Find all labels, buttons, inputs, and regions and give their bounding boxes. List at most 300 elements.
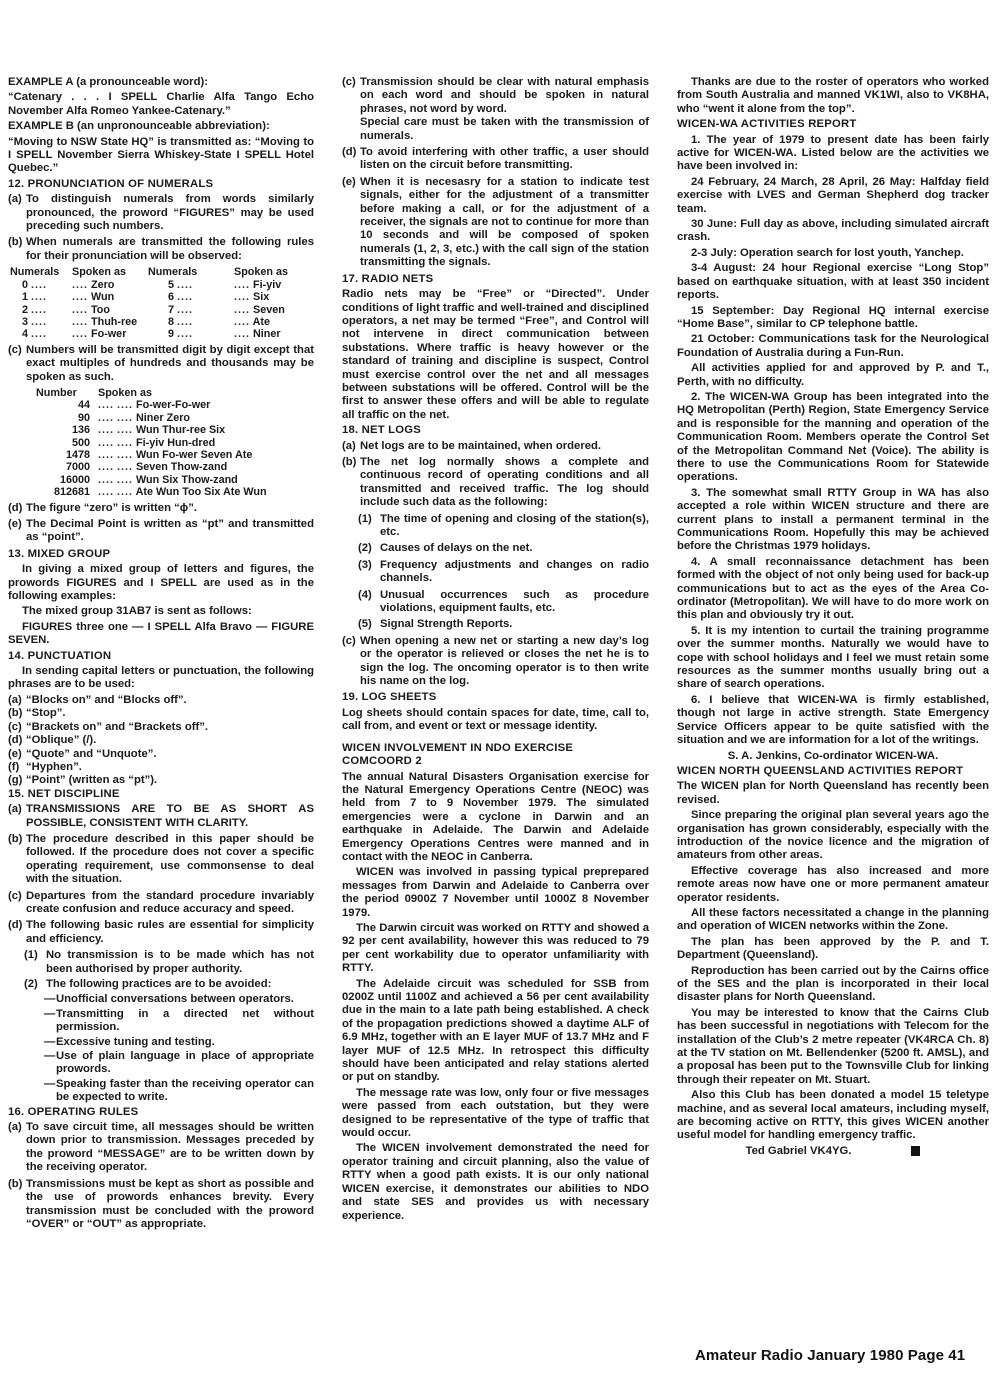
list-item <box>8 721 314 734</box>
item-text: “Quote” and “Unquote”. <box>26 747 157 760</box>
paragraph: In giving a mixed group of letters and figures, the prowords FIGURES and I SPELL are used as in the following examples: <box>8 563 314 603</box>
list-item <box>8 774 314 787</box>
item-marker: (d) <box>342 146 357 159</box>
table-row <box>8 279 290 291</box>
dash-item <box>44 1008 314 1035</box>
sub-item <box>358 618 649 631</box>
item-text: When opening a new net or starting a new day’s log or the operator is relieved or closes the net he is to sign the log. The oncoming operator is to then write his name on the log. <box>360 634 649 688</box>
spoken-cell <box>232 316 290 328</box>
item-marker: (4) <box>358 588 372 601</box>
dash-item <box>44 1078 314 1105</box>
item-text: Frequency adjustments and changes on radio channels. <box>380 558 649 585</box>
spoken-text: Seven <box>253 303 285 316</box>
numeral-text: 7 <box>168 303 175 316</box>
leader-dots: .... <box>234 303 250 316</box>
item-text: “Hyphen”. <box>26 760 82 773</box>
leader-dots: .... <box>117 399 133 412</box>
item-marker: (a) <box>8 193 22 206</box>
number-cell <box>34 437 96 449</box>
item-text: When numerals are transmitted the following rules for their pronunciation will be observed: <box>26 236 314 262</box>
spoken-cell <box>96 424 269 436</box>
leader-dots: .... <box>31 278 48 291</box>
item-text: Departures from the standard procedure invariably create confusion and reduce accuracy and speed. <box>26 889 314 915</box>
item-text: To save circuit time, all messages should be written down prior to transmission. Messages preceded by the proword “MESSAGE” are to be written down by the receiving operator. <box>26 1121 314 1174</box>
dash-marker: — <box>44 1077 56 1090</box>
number-cell <box>34 412 96 424</box>
numerals-table-body <box>8 279 290 341</box>
column-right <box>677 76 989 1160</box>
spoken-cell <box>232 328 290 340</box>
item-text: The following basic rules are essential for simplicity and efficiency. <box>26 919 314 945</box>
item-marker: (f) <box>8 760 20 773</box>
paragraph: Reproduction has been carried out by the Cairns office of the SES and the plan is incorporated in their local disaster plans for North Queensland. <box>677 964 989 1004</box>
spoken-text: Fi-yiv Hun-dred <box>136 436 216 449</box>
paragraph: The plan has been approved by the P. and T. Department (Queensland). <box>677 935 989 962</box>
signature-gabriel <box>677 1145 989 1158</box>
numeral-cell <box>146 279 232 291</box>
table-row <box>8 328 290 340</box>
item-text: Numbers will be transmitted digit by digit except that exact multiples of hundreds and thousands may be spoken as such. <box>26 343 314 383</box>
spoken-cell <box>96 437 269 449</box>
leader-dots: .... <box>117 473 133 486</box>
item-text: The figure “zero” is written “ɸ”. <box>26 501 198 514</box>
spoken-text: Fi-yiv <box>253 278 282 291</box>
paragraph: Radio nets may be “Free” or “Directed”. Under conditions of light traffic and well-trained and disciplined operators, a net may be termed “Free”, and Control will not intervene in direct communication between substations. Where traffic is heavy however or the standard of training and discipline is suspect, Control must exercise control over the net and all messages between substations will be offered. Control will be the first to answer these offers and will be able to regulate all traffic on the net. <box>342 288 649 421</box>
list-item <box>8 761 314 774</box>
item-text: To avoid interfering with other traffic, a user should listen on the circuit before transmitting. <box>360 146 649 172</box>
paragraph: 3. The somewhat small RTTY Group in WA has also accepted a role within WICEN structure and there are current plans to install a permanent terminal in the Communications Room. Hopefully this may be achieved before the Christmas 1979 holidays. <box>677 486 989 553</box>
item-text: “Oblique” (/). <box>26 734 97 747</box>
column-header: Spoken as <box>234 266 289 279</box>
item-marker: (a) <box>8 693 22 706</box>
spoken-text: Niner <box>253 328 281 341</box>
table-row <box>8 316 290 328</box>
leader-dots: .... <box>177 303 194 316</box>
sub-item <box>24 949 314 976</box>
item-marker: (b) <box>8 1177 23 1190</box>
paragraph: 21 October: Communications task for the Neurological Foundation of Australia during a Fun-Run. <box>677 333 989 359</box>
paragraph: The message rate was low, only four or five messages were passed from each outstation, but they were designed to be representative of the type of traffic that would occur. <box>342 1086 649 1140</box>
leader-dots: .... <box>177 291 194 304</box>
spoken-cell <box>96 486 269 498</box>
list-item <box>8 344 314 384</box>
leader-dots: .... <box>98 486 114 499</box>
signature-text: Ted Gabriel VK4YG. <box>745 1144 852 1157</box>
item-text: When it is necesasry for a station to indicate test signals, either for the adjustment of a transmitter before making a call, or for the adjustment of a receiver, the signals are not to continue for more than 10 seconds and will be composed of spoken numerals (1, 2, 3, etc.) with the call sign of the station transmitting the signals. <box>360 175 649 269</box>
spoken-text: Wun Thur-ree Six <box>136 424 226 437</box>
spoken-text: Zero <box>91 278 115 291</box>
paragraph: The WICEN plan for North Queensland has recently been revised. <box>677 780 989 806</box>
punctuation-list <box>8 694 314 788</box>
paragraph: 1. The year of 1979 to present date has been fairly active for WICEN-WA. Listed below are the activities we have been involved in: <box>677 133 989 173</box>
ndo-heading: WICEN INVOLVEMENT IN NDO EXERCISE <box>342 741 574 754</box>
spoken-text: Wun <box>91 291 115 304</box>
item-text: The procedure described in this paper should be followed. If the procedure does not cover a specific operating requirement, use commonsense to deal with the situation. <box>26 832 314 886</box>
example-b-text: “Moving to NSW State HQ” is transmitted as: “Moving to I SPELL November Sierra Whiskey-State I SPELL Hotel Quebec.” <box>8 135 314 175</box>
list-item <box>342 146 649 173</box>
numeral-cell <box>146 291 232 303</box>
list-item <box>8 919 314 946</box>
number-cell <box>34 474 96 486</box>
ndo-heading-line2: COMCOORD 2 <box>342 755 422 768</box>
table-row <box>34 486 269 498</box>
paragraph: The Darwin circuit was worked on RTTY and showed a 92 per cent availability, however this was reduced to 79 per cent workability due to operator unfamiliarity with RTTY. <box>342 921 649 975</box>
numeral-text: 0 <box>22 278 29 291</box>
paragraph: 15 September: Day Regional HQ internal exercise “Home Base”, similar to CP telephone battle. <box>677 304 989 330</box>
paragraph: All activities applied for and approved by P. and T., Perth, with no difficulty. <box>677 362 989 388</box>
column-header: Number <box>36 386 77 399</box>
list-item <box>8 236 314 263</box>
numbers-table-body <box>34 399 269 498</box>
list-item <box>8 734 314 747</box>
paragraph: 3-4 August: 24 hour Regional exercise “Long Stop” based on earthquake situation, with at least 350 incident reports. <box>677 262 989 302</box>
paragraph: Thanks are due to the roster of operators who worked from South Australia and manned VK1WI, also to VK8HA, who “went it alone from the top”. <box>677 76 989 115</box>
spoken-text: Too <box>91 303 110 316</box>
numeral-text: 9 <box>168 328 175 341</box>
item-text: Transmissions must be kept as short as possible and the use of prowords enhances brevity. Every transmission must be concluded with the proword “OVER” or “OUT” as appropriate. <box>26 1177 314 1230</box>
sub-item <box>24 978 314 991</box>
sub-item <box>358 513 649 540</box>
item-marker: (b) <box>8 236 23 249</box>
numeral-cell <box>8 316 70 328</box>
example-b-heading: EXAMPLE B (an unpronounceable abbreviation): <box>8 120 270 133</box>
item-marker: (a) <box>342 439 356 452</box>
leader-dots: .... <box>117 448 133 461</box>
spoken-cell <box>70 291 146 303</box>
item-marker: (b) <box>8 707 23 720</box>
paragraph: 2. The WICEN-WA Group has been integrated into the HQ Metropolitan (Perth) Region, State Emergency Service and is responsible for the manning and operation of the Communication Room. Members operate the Control Set of the Metropolitan Command Net (Voice). The ability is there to use the Communications Room for Statewide operations. <box>677 390 989 484</box>
table-row <box>34 424 269 436</box>
table-row <box>34 399 269 411</box>
numeral-text: 2 <box>22 303 29 316</box>
leader-dots: .... <box>234 291 250 304</box>
table-row <box>34 449 269 461</box>
list-item <box>8 803 314 830</box>
example-a-text: “Catenary . . . I SPELL Charlie Alfa Tango Echo November Alfa Romeo Yankee-Catenary.” <box>8 91 314 117</box>
item-text: No transmission is to be made which has not been authorised by proper authority. <box>46 949 314 975</box>
avoided-practices-list <box>8 993 314 1104</box>
item-marker: (1) <box>358 512 372 525</box>
spoken-text: Wun Six Thow-zand <box>136 473 238 486</box>
leader-dots: .... <box>117 461 133 474</box>
item-marker: (d) <box>8 919 23 932</box>
item-text: To distinguish numerals from words similarly pronounced, the proword “FIGURES” may be used preceding such numbers. <box>26 193 314 233</box>
numeral-text: 3 <box>22 315 29 328</box>
numeral-text: 6 <box>168 291 175 304</box>
paragraph: 24 February, 24 March, 28 April, 26 May: Halfday field exercise with LVES and German Shepherd dog tracker team. <box>677 175 989 215</box>
dash-item <box>44 1050 314 1077</box>
leader-dots: .... <box>98 399 114 412</box>
number-text: 44 <box>77 399 90 412</box>
item-text: Causes of delays on the net. <box>380 542 533 555</box>
numeral-cell <box>8 279 70 291</box>
item-marker: (a) <box>8 1121 22 1134</box>
item-text: TRANSMISSIONS ARE TO BE AS SHORT AS POSSIBLE, CONSISTENT WITH CLARITY. <box>26 803 314 829</box>
leader-dots: .... <box>98 436 114 449</box>
list-item <box>8 707 314 720</box>
item-text: The Decimal Point is written as “pt” and transmitted as “point”. <box>26 518 314 544</box>
item-text: Unofficial conversations between operators. <box>56 993 294 1006</box>
sub-item <box>358 589 649 616</box>
dash-marker: — <box>44 1035 56 1048</box>
item-marker: (2) <box>358 542 372 555</box>
leader-dots: .... <box>234 315 250 328</box>
list-item <box>342 635 649 689</box>
item-marker: (g) <box>8 774 23 787</box>
leader-dots: .... <box>98 411 114 424</box>
spoken-cell <box>96 399 269 411</box>
number-cell <box>34 461 96 473</box>
number-cell <box>34 424 96 436</box>
item-marker: (a) <box>8 803 22 816</box>
table-row <box>34 437 269 449</box>
leader-dots: .... <box>31 328 48 341</box>
numeral-text: 1 <box>22 291 29 304</box>
leader-dots: .... <box>177 278 194 291</box>
paragraph: Effective coverage has also increased and more remote areas now have one or more permanent amateur operator residents. <box>677 864 989 904</box>
item-marker: (c) <box>8 343 22 356</box>
leader-dots: .... <box>31 315 48 328</box>
paragraph: Since preparing the original plan several years ago the organisation has grown considerably, especially with the introduction of the novice licence and the migration of amateurs from other areas. <box>677 809 989 862</box>
spoken-cell <box>96 412 269 424</box>
numeral-cell <box>146 328 232 340</box>
leader-dots: .... <box>72 328 88 341</box>
leader-dots: .... <box>234 278 250 291</box>
spoken-cell <box>232 291 290 303</box>
item-text: “Stop”. <box>26 707 66 720</box>
item-marker: (e) <box>8 518 22 530</box>
section-18-heading: 18. NET LOGS <box>342 424 421 437</box>
list-item <box>342 176 649 270</box>
list-item <box>342 76 649 143</box>
item-text: Use of plain language in place of appropriate prowords. <box>56 1050 314 1076</box>
list-item <box>8 833 314 887</box>
leader-dots: .... <box>98 473 114 486</box>
dash-item <box>44 1036 314 1049</box>
example-a-heading: EXAMPLE A (a pronounceable word): <box>8 76 209 88</box>
log-data-list <box>342 513 649 632</box>
leader-dots: .... <box>117 424 133 437</box>
numeral-text: 4 <box>22 328 29 341</box>
numeral-cell <box>146 304 232 316</box>
section-14-heading: 14. PUNCTUATION <box>8 649 112 662</box>
section-15-heading: 15. NET DISCIPLINE <box>8 787 120 800</box>
number-text: 7000 <box>65 461 90 474</box>
number-text: 90 <box>77 411 90 424</box>
numerals-table <box>8 266 290 340</box>
table-row <box>34 474 269 486</box>
paragraph: You may be interested to know that the Cairns Club has been successful in negotiations with Telecom for the installation of the Club’s 2 metre repeater (VK4RCA Ch. 8) at the TV station on Mt. Bellendenker (5200 ft. AMSL), and a proposal has been put to the Townsville Club for linking through their repeater on Mt. Stuart. <box>677 1006 989 1086</box>
item-text: “Blocks on” and “Blocks off”. <box>26 693 187 706</box>
leader-dots: .... <box>31 291 48 304</box>
spoken-text: Ate <box>252 315 271 328</box>
list-item <box>342 456 649 510</box>
dash-item <box>44 993 314 1006</box>
item-marker: (c) <box>8 889 22 902</box>
sub-item <box>358 559 649 586</box>
spoken-text: Seven Thow-zand <box>136 461 228 474</box>
column-middle <box>342 76 649 1225</box>
item-text-part: Transmission should be clear with natural emphasis on each word and should be spoken in natural phrases, not word by word. <box>360 76 649 115</box>
item-marker: (e) <box>8 747 22 760</box>
leader-dots: .... <box>98 461 114 474</box>
spoken-cell <box>96 474 269 486</box>
spoken-cell <box>96 449 269 461</box>
spoken-text: Fo-wer-Fo-wer <box>136 399 211 412</box>
item-text: The net log normally shows a complete and continuous record of operating conditions and all transmitted and received traffic. The log should include such data as the following: <box>360 455 649 509</box>
leader-dots: .... <box>117 436 133 449</box>
item-marker: (d) <box>8 734 23 747</box>
item-text: Unusual occurrences such as procedure violations, equipment faults, etc. <box>380 588 649 615</box>
item-marker: (b) <box>8 832 23 845</box>
paragraph: WICEN was involved in passing typical preprepared messages from Darwin and Adelaide to Canberra over the period 0900Z 7 November until 1000Z 8 November 1979. <box>342 866 649 919</box>
dash-marker: — <box>44 1050 56 1063</box>
paragraph: The Adelaide circuit was scheduled for SSB from 0200Z until 1100Z and achieved a 56 per cent availability due in the main to a late path being established. A check of the propagation predictions showed a daytime ALF of 6.9 MHz, together with an E layer MUF of 13.7 MHz and F layer MUF of 12.5 MHz. In retrospect this difficulty should have been anticipated and relay stations alerted or put on standby. <box>342 977 649 1084</box>
paragraph: 30 June: Full day as above, including simulated aircraft crash. <box>677 218 989 244</box>
list-item <box>8 1121 314 1175</box>
item-marker: (1) <box>24 949 38 962</box>
item-marker: (5) <box>358 618 372 631</box>
item-marker: (3) <box>358 558 372 571</box>
numeral-cell <box>146 316 232 328</box>
spoken-cell <box>70 279 146 291</box>
number-text: 136 <box>71 424 90 437</box>
list-item <box>342 440 649 453</box>
list-item <box>8 694 314 707</box>
dash-marker: — <box>44 1007 56 1020</box>
leader-dots: .... <box>72 278 88 291</box>
dash-marker: — <box>44 993 56 1006</box>
paragraph: Log sheets should contain spaces for date, time, call to, call from, and event or text or message identity. <box>342 706 649 733</box>
item-text: “Point” (written as “pt”). <box>26 774 158 787</box>
column-header: Spoken as <box>72 266 127 279</box>
list-item <box>8 518 314 545</box>
leader-dots: .... <box>117 411 133 424</box>
item-text: The following practices are to be avoided: <box>46 978 272 990</box>
signature-jenkins: S. A. Jenkins, Co-ordinator WICEN-WA. <box>727 749 939 762</box>
numeral-text: 5 <box>168 278 175 291</box>
paragraph: The annual Natural Disasters Organisation exercise for the Natural Emergency Operations Centre (NEOC) was held from 7 to 9 November 1979. The simulated emergencies were a cyclone in Darwin and an earthquake in Adelaide. The Darwin and Adelaide Emergency Operations Centres were manned and in contact with the NEOC in Canberra. <box>342 770 649 863</box>
spoken-text: Wun Fo-wer Seven Ate <box>136 448 253 461</box>
leader-dots: .... <box>177 328 194 341</box>
paragraph: 2-3 July: Operation search for lost youth, Yanchep. <box>691 246 964 259</box>
number-cell <box>34 486 96 498</box>
table-row <box>8 291 290 303</box>
number-text: 1478 <box>65 448 90 461</box>
table-header-row <box>34 387 269 399</box>
end-of-article-block-icon <box>911 1146 920 1156</box>
leader-dots: .... <box>117 486 133 499</box>
paragraph: The mixed group 31AB7 is sent as follows: <box>22 605 252 618</box>
wicen-nq-heading: WICEN NORTH QUEENSLAND ACTIVITIES REPORT <box>677 764 964 777</box>
leader-dots: .... <box>98 448 114 461</box>
item-text: Transmitting in a directed net without permission. <box>56 1007 314 1034</box>
spoken-cell <box>70 328 146 340</box>
spoken-text: Niner Zero <box>136 411 190 424</box>
leader-dots: .... <box>177 315 194 328</box>
leader-dots: .... <box>31 303 48 316</box>
paragraph: The WICEN involvement demonstrated the need for operator training and circuit planning, also the value of RTTY when a good path exists. It is our only national WICEN exercise, it demonstrates our abilities to NDO and state SES and provides us with necessary experience. <box>342 1142 649 1222</box>
numeral-text: 8 <box>168 315 175 328</box>
table-row <box>34 461 269 473</box>
item-marker: (2) <box>24 978 38 990</box>
list-item <box>8 502 314 515</box>
section-13-heading: 13. MIXED GROUP <box>8 547 111 560</box>
column-header: Numerals <box>10 266 60 279</box>
list-item <box>8 890 314 917</box>
numeral-cell <box>8 328 70 340</box>
spoken-text: Six <box>253 291 270 304</box>
paragraph: 6. I believe that WICEN-WA is firmly established, though not large in active strength. State Emergency Service Officers appear to be quite satisfied with the situation and we are information for a lot of the writings. <box>677 693 989 747</box>
leader-dots: .... <box>98 424 114 437</box>
number-text: 812681 <box>53 486 90 499</box>
number-cell <box>34 399 96 411</box>
page-footer: Amateur Radio January 1980 Page 41 <box>695 1347 966 1364</box>
spoken-cell <box>70 316 146 328</box>
spoken-cell <box>70 304 146 316</box>
paragraph: FIGURES three one — I SPELL Alfa Bravo — FIGURE SEVEN. <box>8 620 314 647</box>
item-marker: (c) <box>8 720 22 733</box>
spoken-text: Thuh-ree <box>91 315 138 328</box>
number-cell <box>34 449 96 461</box>
item-text: Signal Strength Reports. <box>380 618 513 631</box>
paragraph: In sending capital letters or punctuation, the following phrases are to be used: <box>8 665 314 691</box>
item-text-part: Special care must be taken with the transmission of numerals. <box>360 116 649 142</box>
column-header: Numerals <box>148 266 198 279</box>
spoken-text: Ate Wun Too Six Ate Wun <box>135 486 267 499</box>
paragraph: All these factors necessitated a change in the planning and operation of WICEN networks within the Zone. <box>677 906 989 933</box>
leader-dots: .... <box>72 315 88 328</box>
numeral-cell <box>8 291 70 303</box>
paragraph: 4. A small reconnaissance detachment has been formed with the object of not only being used for back-up communications but to act as the eyes of the Area Co-ordinator (Metropolitan). We will have to do more work on this plan and obviously try it out. <box>677 555 989 622</box>
numbers-table <box>34 387 269 499</box>
sub-item <box>358 542 649 555</box>
item-marker: (d) <box>8 501 23 514</box>
item-text: Net logs are to be maintained, when ordered. <box>360 439 602 452</box>
section-12-heading: 12. PRONUNCIATION OF NUMERALS <box>8 177 214 190</box>
spoken-cell <box>232 304 290 316</box>
section-17-heading: 17. RADIO NETS <box>342 272 434 285</box>
item-text <box>360 76 649 143</box>
spoken-cell <box>232 279 290 291</box>
item-marker: (b) <box>342 455 357 468</box>
table-row <box>34 412 269 424</box>
paragraph: 5. It is my intention to curtail the training programme over the summer months. Naturally we would have to cope with school holidays and I feel we must retain some resources as the summer months usually bring out a share of search operations. <box>677 624 989 691</box>
item-text: Speaking faster than the receiving operator can be expected to write. <box>56 1077 314 1104</box>
paragraph: Also this Club has been donated a model 15 teletype machine, and as several local amateurs, including myself, are becoming active on RTTY, this gives WICEN another useful model for handling emergency traffic. <box>677 1089 989 1142</box>
spoken-cell <box>96 461 269 473</box>
leader-dots: .... <box>72 291 88 304</box>
list-item <box>8 1178 314 1232</box>
list-item <box>8 748 314 761</box>
section-19-heading: 19. LOG SHEETS <box>342 691 437 704</box>
item-marker: (e) <box>342 175 356 188</box>
leader-dots: .... <box>234 328 250 341</box>
column-header: Spoken as <box>98 386 153 399</box>
item-text: “Brackets on” and “Brackets off”. <box>26 720 209 733</box>
number-text: 16000 <box>59 473 90 486</box>
list-item <box>8 193 314 233</box>
wicen-wa-heading: WICEN-WA ACTIVITIES REPORT <box>677 118 857 131</box>
item-marker: (c) <box>342 76 356 88</box>
spoken-text: Fo-wer <box>91 328 127 341</box>
table-row <box>8 304 290 316</box>
item-marker: (c) <box>342 634 356 647</box>
numeral-cell <box>8 304 70 316</box>
leader-dots: .... <box>72 303 88 316</box>
item-text: Excessive tuning and testing. <box>56 1035 215 1048</box>
column-left <box>8 76 314 1234</box>
